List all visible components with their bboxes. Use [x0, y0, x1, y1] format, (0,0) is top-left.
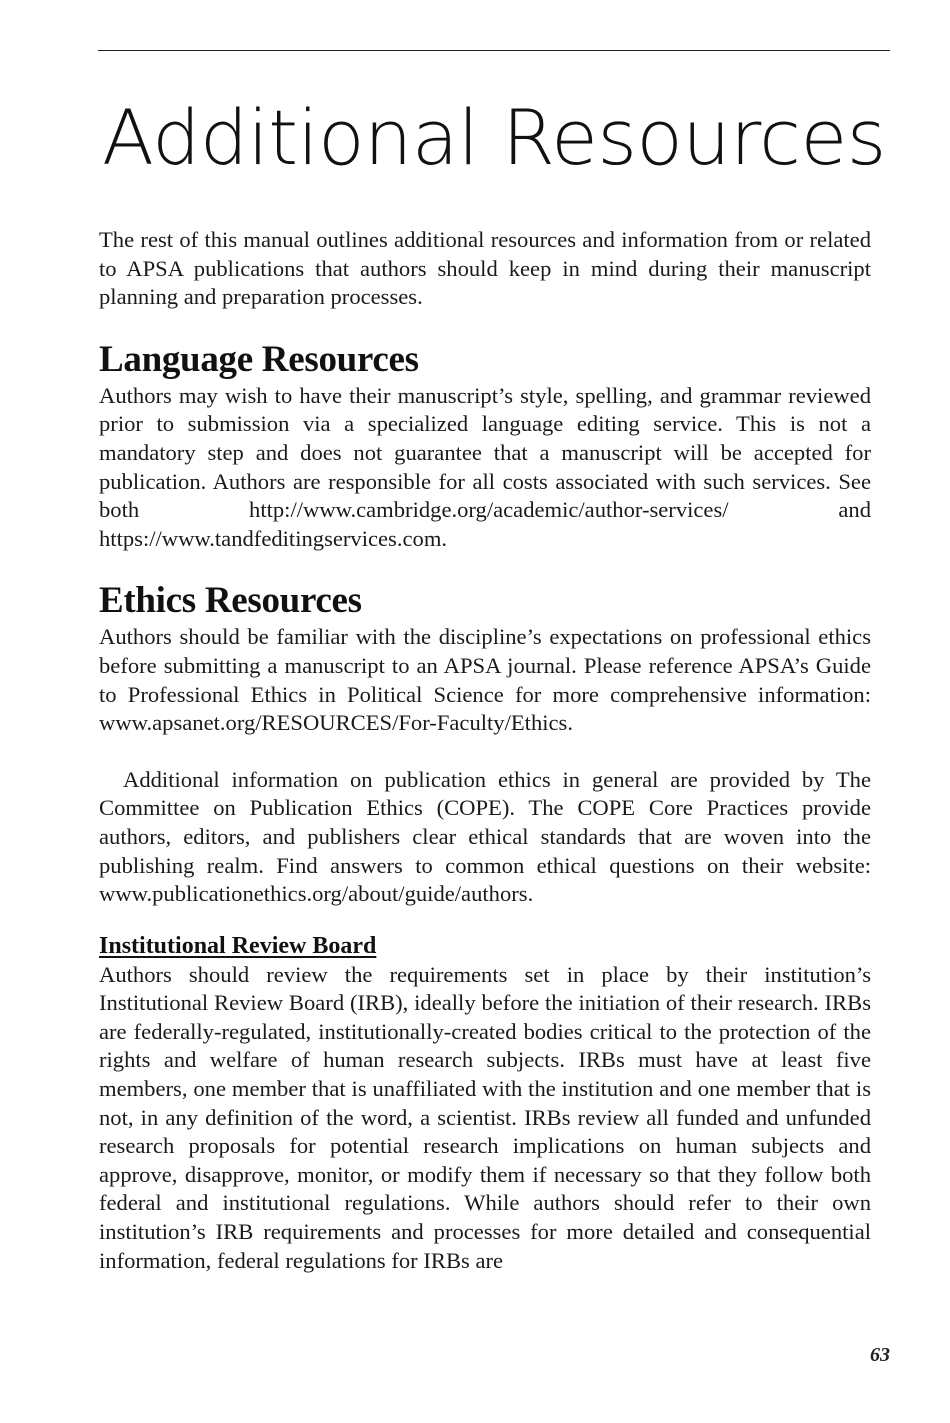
- irb-paragraph: Authors should review the requirements set in place by their institution’s Institutional Review Board (IRB), ideally before the initiation of their research. IRBs are federally-regulated, institutionally-created bodies critical to the protection of the rights and welfare of human research subjects. IRBs must have at least five members, one member that is unaffiliated with the institution and one member that is not, in any definition of the word, a scientist. IRBs review all funded and unfunded research proposals for potential research implications on human subjects and approve, disapprove, monitor, or modify them if necessary so that they follow both federal and institutional regulations. While authors should refer to their own institution’s IRB requirements and processes for more detailed and consequential information, federal regulations for IRBs are: [99, 961, 871, 1273]
- language-resources-heading: Language Resources: [99, 338, 419, 380]
- ethics-paragraph-1: Authors should be familiar with the discipline’s expectations on professional ethics before submitting a manuscript to an APSA journal. Please reference APSA’s Guide to Professional Ethics in Political Science for more comprehensive information: www.apsanet.org/RESOURCES/For-Faculty/Ethics.: [99, 624, 871, 736]
- irb-heading: Institutional Review Board: [99, 932, 377, 959]
- page-content: [99, 226, 871, 1275]
- ethics-paragraph-2: Additional information on publication ethics in general are provided by The Committee on Publication Ethics (COPE). The COPE Core Practices provide authors, editors, and publishers clear ethical standards that are woven into the publishing realm. Find answers to common ethical questions on their website: www.publicationethics.org/about/guide/authors.: [99, 766, 871, 907]
- page-title: Additional Resources: [102, 93, 886, 182]
- top-rule: [98, 50, 890, 51]
- language-resources-paragraph: Authors may wish to have their manuscript’s style, spelling, and grammar reviewed prior to submission via a specialized language editing service. This is not a mandatory step and does not guarantee that a manuscript will be accepted for publication. Authors are responsible for all costs associated with such services. See both http://www.cambridge.org/academic/author-services/ and https://www.tandfeditingservices.com.: [99, 382, 871, 551]
- ethics-resources-heading: Ethics Resources: [99, 580, 362, 622]
- page-number: 63: [870, 1344, 890, 1366]
- intro-paragraph: The rest of this manual outlines additional resources and information from or related to APSA publications that authors should keep in mind during their manuscript planning and preparation processes.: [99, 227, 871, 310]
